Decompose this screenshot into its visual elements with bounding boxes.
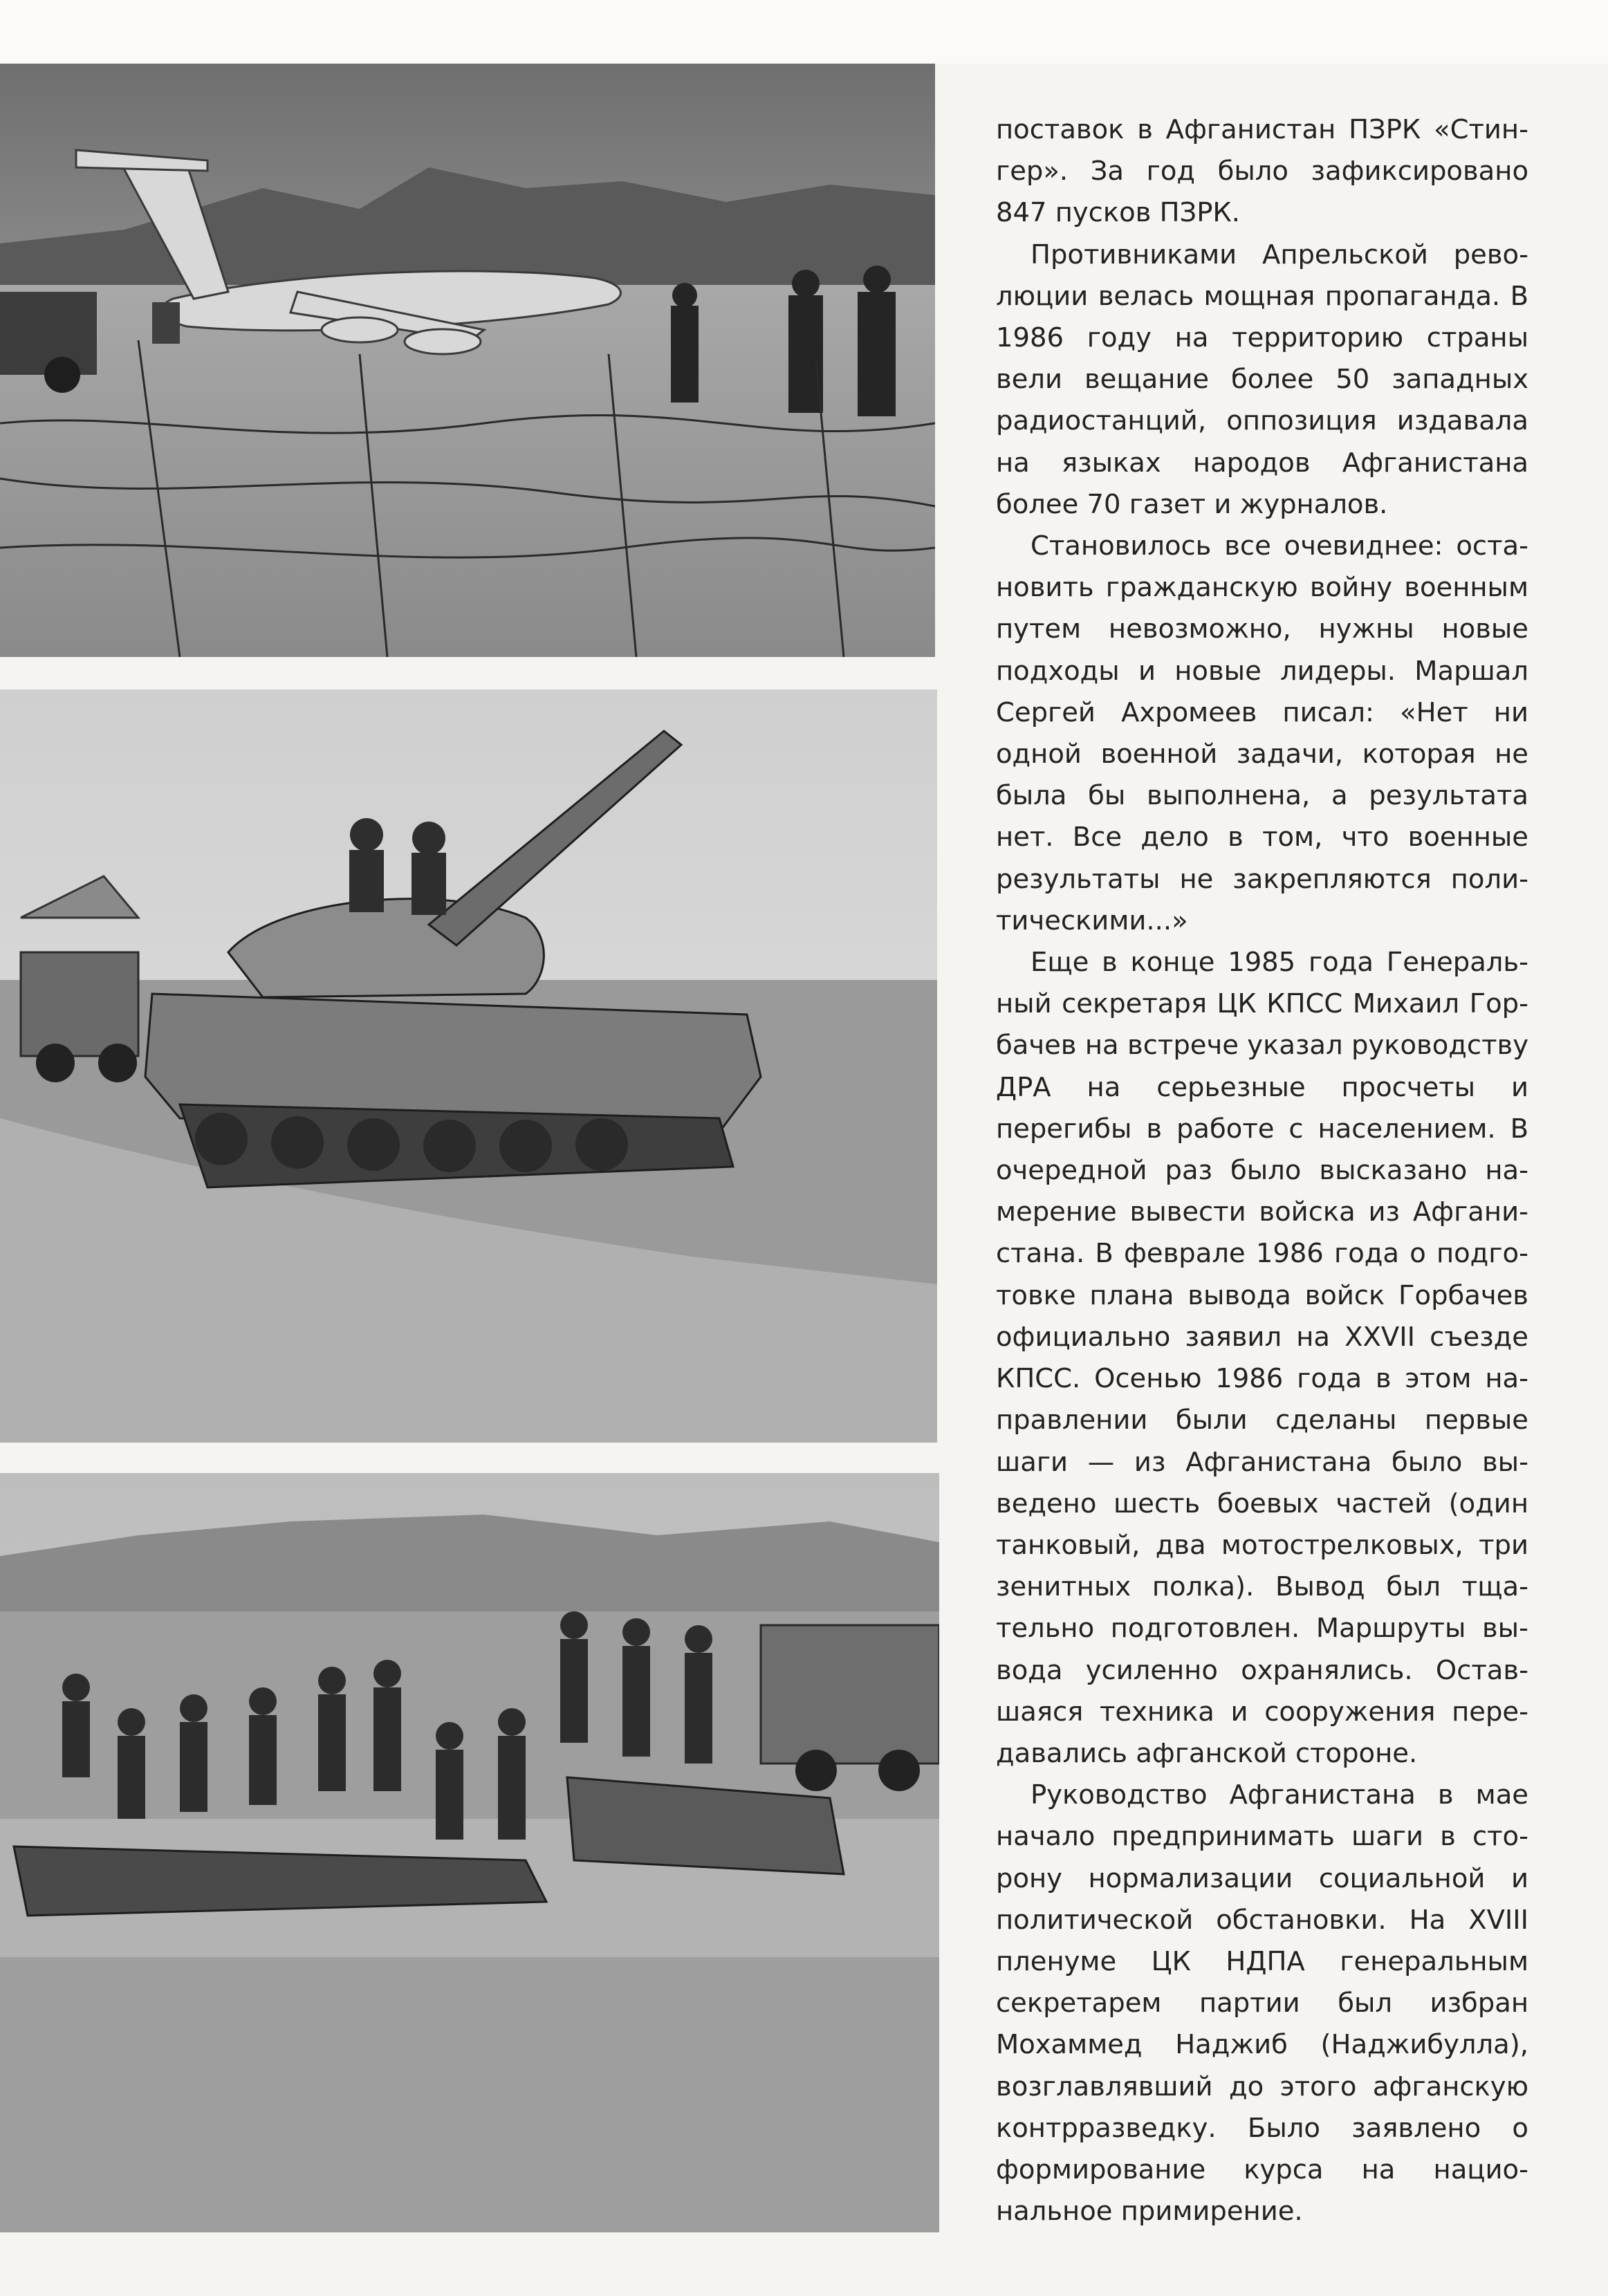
photo-aircraft-airfield — [0, 64, 935, 657]
article-text — [996, 109, 1528, 2232]
paragraph-3: Становилось все очевиднее: остановить гражданскую войну военным путем невозможно, нужны новые подходы и новые лидеры. Маршал Сергей Ахромеев писал: «Нет ни одной военной задачи, которая не была бы выполнена, а результата нет. Все дело в том, что военные результаты не закрепляются политическими...» — [996, 530, 1528, 936]
photo-tank-road — [0, 689, 937, 1443]
page-top-margin — [0, 0, 1608, 64]
photo-soldiers-armored-vehicles — [0, 1473, 939, 2232]
paragraph-1: поставок в Афганистан ПЗРК «Стингер». За год было зафиксировано 847 пусков ПЗРК. — [996, 114, 1528, 229]
paragraph-2: Противниками Апрельской революции велась мощная пропаганда. В 1986 году на территорию страны вели вещание более 50 западных радиостанций, оппозиция издавала на языках народов Афганистана более 70 газет и журналов. — [996, 239, 1528, 520]
paragraph-5: Руководство Афганистана в мае начало предпринимать шаги в сторону нормализации социальной и политической обстановки. На XVIII пленуме ЦК НДПА генеральным секретарем партии был избран Мохаммед Наджиб (Наджибулла), возглавлявший до этого афганскую контрразведку. Было заявлено о формирование курса на национальное примирение. — [996, 1779, 1528, 2228]
paragraph-4: Еще в конце 1985 года Генеральный секретаря ЦК КПСС Михаил Горбачев на встрече указал руководству ДРА на серьезные просчеты и перегибы в работе с населением. В очередной раз было высказано намерение вывести войска из Афганистана. В феврале 1986 года о подготовке плана вывода войск Горбачев официально заявил на XXVII съезде КПСС. Осенью 1986 года в этом направлении были сделаны первые шаги — из Афганистана было выведено шесть боевых частей (один танковый, два мотострелковых, три зенитных полка). Вывод был тщательно подготовлен. Маршруты вывода усиленно охранялись. Оставшаяся техника и сооружения передавались афганской стороне. — [996, 947, 1528, 1769]
